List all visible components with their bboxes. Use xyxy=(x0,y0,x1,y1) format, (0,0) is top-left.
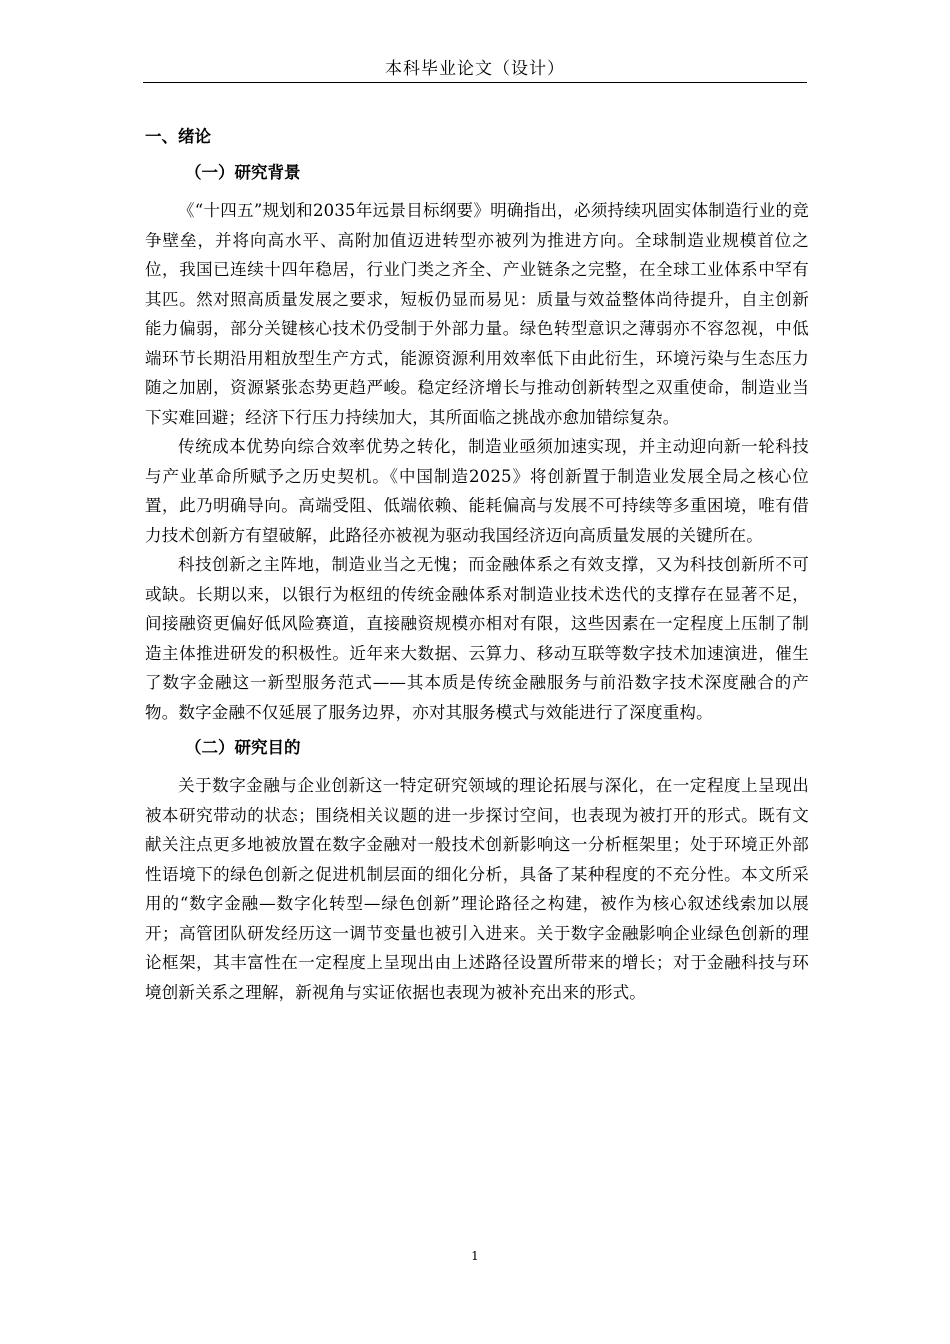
section-heading-purpose: （二）研究目的 xyxy=(185,738,301,757)
paragraph-background-3: 科技创新之主阵地，制造业当之无愧；而金融体系之有效支撑，又为科技创新所不可或缺。长期以来，以银行为枢纽的传统金融体系对制造业技术迭代的支撑存在显著不足，间接融资更偏好低风险赛道，直接融资规模亦相对有限，这些因素在一定程度上压制了制造主体推进研发的积极性。近年来大数据、云算力、移动互联等数字技术加速演进，催生了数字金融这一新型服务范式——其本质是传统金融服务与前沿数字技术深度融合的产物。数字金融不仅延展了服务边界，亦对其服务模式与效能进行了深度重构。 xyxy=(145,555,809,722)
running-header: 本科毕业论文（设计） xyxy=(385,59,565,79)
page-number: 1 xyxy=(471,1249,479,1263)
paragraph-purpose-1: 关于数字金融与企业创新这一特定研究领域的理论拓展与深化，在一定程度上呈现出被本研究带动的状态；围绕相关议题的进一步探讨空间，也表现为被打开的形式。既有文献关注点更多地被放置在数字金融对一般技术创新影响这一分析框架里；处于环境正外部性语境下的绿色创新之促进机制层面的细化分析，具备了某种程度的不充分性。本文所采用的“数字金融—数字化转型—绿色创新”理论路径之构建，被作为核心叙述线索加以展开；高管团队研发经历这一调节变量也被引入进来。关于数字金融影响企业绿色创新的理论框架，其丰富性在一定程度上呈现出由上述路径设置所带来的增长；对于金融科技与环境创新关系之理解，新视角与实证依据也表现为被补充出来的形式。 xyxy=(145,776,809,1002)
section-heading-background: （一）研究背景 xyxy=(185,163,301,182)
document-body xyxy=(145,122,809,1007)
header-rule xyxy=(143,82,807,83)
paragraph-background-2: 传统成本优势向综合效率优势之转化，制造业亟须加速实现，并主动迎向新一轮科技与产业革命所赋予之历史契机。《中国制造2025》将创新置于制造业发展全局之核心位置，此乃明确导向。高端受阻、低端依赖、能耗偏高与发展不可持续等多重困境，唯有借力技术创新方有望破解，此路径亦被视为驱动我国经济迈向高质量发展的关键所在。 xyxy=(145,437,809,545)
paragraph-background-1: 《“十四五”规划和2035年远景目标纲要》明确指出，必须持续巩固实体制造行业的竞争壁垒，并将向高水平、高附加值迈进转型亦被列为推进方向。全球制造业规模首位之位，我国已连续十四年稳居，行业门类之齐全、产业链条之完整，在全球工业体系中罕有其匹。然对照高质量发展之要求，短板仍显而易见：质量与效益整体尚待提升，自主创新能力偏弱，部分关键核心技术仍受制于外部力量。绿色转型意识之薄弱亦不容忽视，中低端环节长期沿用粗放型生产方式，能源资源利用效率低下由此衍生，环境污染与生态压力随之加剧，资源紧张态势更趋严峻。稳定经济增长与推动创新转型之双重使命，制造业当下实难回避；经济下行压力持续加大，其所面临之挑战亦愈加错综复杂。 xyxy=(145,201,809,427)
chapter-heading: 一、绪论 xyxy=(145,127,211,146)
